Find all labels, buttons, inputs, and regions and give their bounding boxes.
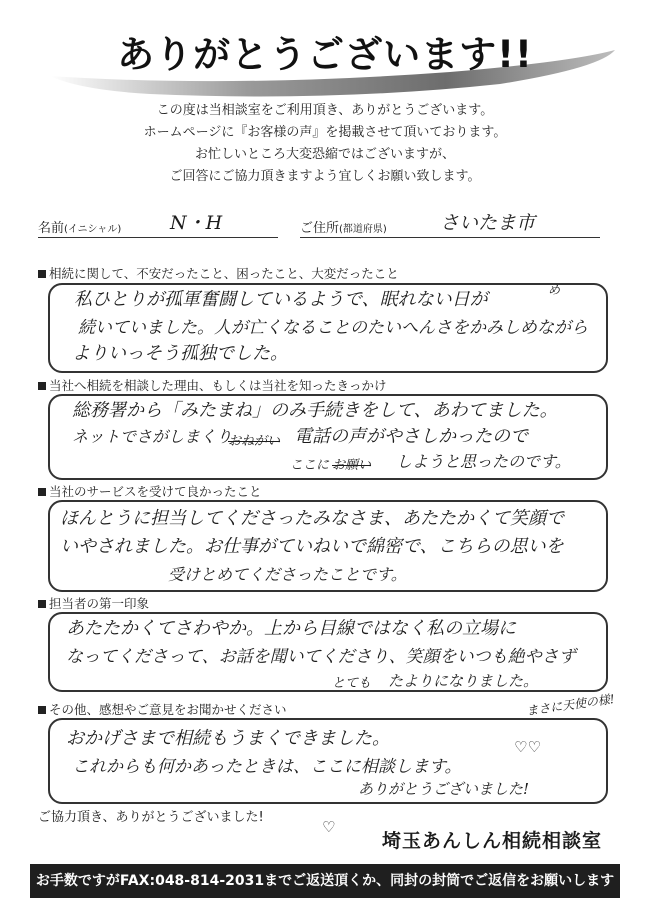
handwritten-line: あたたかくてさわやか。上から目線ではなく私の立場に: [66, 618, 516, 639]
heart-icon: ♡: [322, 818, 336, 836]
heart-icon: ♡♡: [514, 738, 541, 756]
bullet-square-icon: [38, 706, 46, 714]
inserted-character: め: [548, 283, 561, 297]
handwritten-line: ネットでさがしまくり: [72, 427, 233, 446]
handwritten-line: ほんとうに担当してくださったみなさま、あたたかくて笑顔で: [60, 508, 564, 529]
struck-text: おねがい: [228, 434, 281, 449]
struck-text: お願い: [332, 458, 372, 473]
section-heading: 当社のサービスを受けて良かったこと: [38, 482, 262, 500]
handwritten-line: 続いていました。人が亡くなることのたいへんさをかみしめながら: [78, 318, 588, 338]
thanks-message: ご協力頂き、ありがとうございました!: [38, 810, 264, 825]
name-value: N・H: [170, 212, 223, 234]
answer-box: [48, 500, 608, 592]
answer-box: [48, 394, 608, 480]
handwritten-line: これからも何かあったときは、ここに相談します。: [72, 757, 462, 777]
address-value: さいたま市: [440, 212, 536, 234]
address-field: [300, 208, 600, 238]
handwritten-line: よりいっそう孤独でした。: [72, 343, 288, 364]
intro-text: [0, 100, 650, 188]
answer-box: [48, 718, 608, 804]
address-underline: [300, 237, 600, 238]
intro-line: ホームページに『お客様の声』を掲載させて頂いております。: [143, 125, 507, 140]
section-heading: 当社へ相続を相談した理由、もしくは当社を知ったきっかけ: [38, 376, 387, 394]
handwritten-line: たよりになりました。: [388, 672, 539, 690]
intro-line: ご回答にご協力頂きますよう宜しくお願い致します。: [169, 169, 481, 184]
company-name: 埼玉あんしん相続相談室: [382, 830, 603, 852]
address-label: ご住所(都道府県): [300, 221, 387, 236]
bullet-square-icon: [38, 488, 46, 496]
bullet-square-icon: [38, 382, 46, 390]
handwritten-line: しようと思ったのです。: [396, 452, 571, 471]
side-note: まさに天使の様!: [525, 691, 616, 719]
page-title: ありがとうございます!!: [117, 33, 533, 76]
name-label: 名前(イニシャル): [38, 221, 122, 236]
answer-box: [48, 283, 608, 373]
answer-box: [48, 612, 608, 692]
name-underline: [38, 237, 278, 238]
section-heading: その他、感想やご意見をお聞かせください: [38, 700, 287, 718]
handwritten-line: おかげさまで相続もうまくできました。: [66, 728, 390, 749]
section-heading: 担当者の第一印象: [38, 594, 149, 612]
footer-bar: お手数ですがFAX:048-814-2031までご返送頂くか、同封の封筒でご返信をお願いします: [30, 864, 620, 898]
intro-line: お忙しいところ大変恐縮ではございますが、: [194, 147, 455, 162]
intro-line: この度は当相談室をご利用頂き、ありがとうございます。: [156, 103, 494, 118]
section-heading: 相続に関して、不安だったこと、困ったこと、大変だったこと: [38, 264, 399, 282]
handwritten-line: 私ひとりが孤軍奮闘しているようで、眠れない日が: [74, 289, 488, 310]
handwritten-line: なってくださって、お話を聞いてくださり、笑顔をいつも絶やさず: [66, 647, 576, 667]
bullet-square-icon: [38, 270, 46, 278]
handwritten-line: 電話の声がやさしかったので: [294, 426, 528, 447]
inserted-text: ここに: [290, 458, 330, 473]
handwritten-line: ありがとうございました!: [358, 780, 530, 798]
inserted-text: とても: [332, 676, 372, 691]
handwritten-line: 総務署から「みたまね」のみ手続きをして、あわてました。: [72, 400, 558, 421]
bullet-square-icon: [38, 600, 46, 608]
handwritten-line: 受けとめてくださったことです。: [168, 565, 407, 584]
name-field: [38, 208, 298, 238]
handwritten-line: いやされました。お仕事がていねいで綿密で、こちらの思いを: [60, 536, 564, 557]
header: [30, 6, 620, 98]
